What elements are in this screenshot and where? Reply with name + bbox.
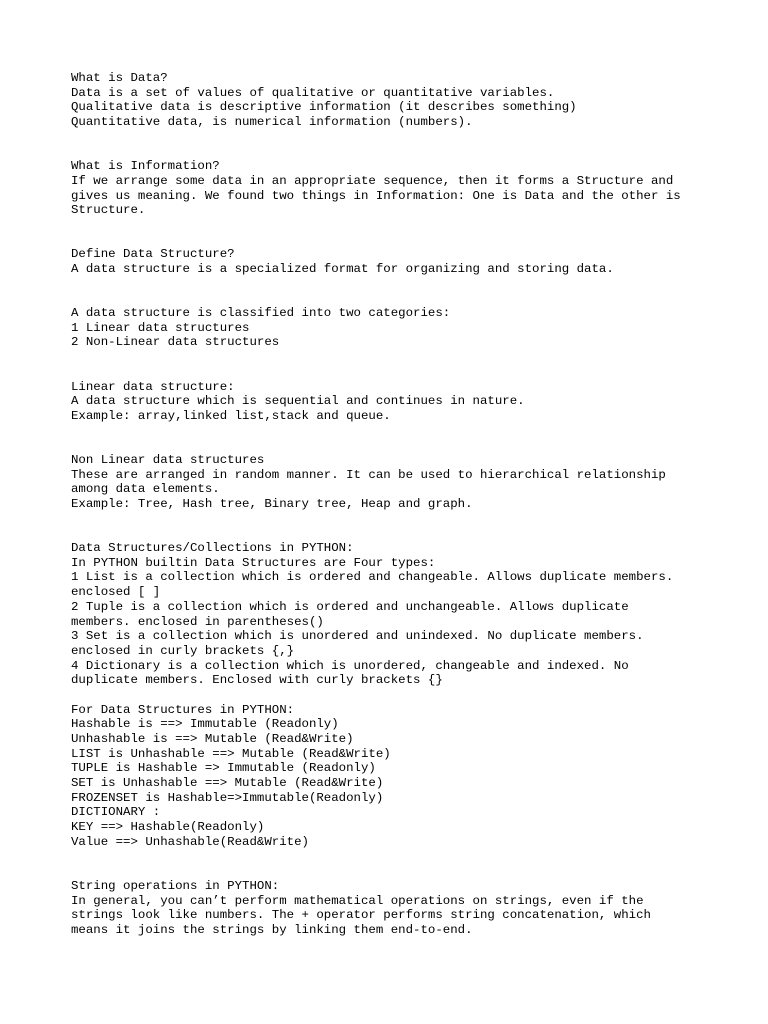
section-hashable — [71, 703, 711, 850]
text-line: TUPLE is Hashable => Immutable (Readonly) — [71, 761, 376, 776]
text-line: among data elements. — [71, 482, 220, 497]
list-item: 1 Linear data structures — [71, 320, 250, 335]
list-item: 2 Non-Linear data structures — [71, 335, 280, 350]
heading-hashable: For Data Structures in PYTHON: — [71, 702, 295, 717]
text-line: DICTIONARY : — [71, 805, 161, 820]
text-line: A data structure is a specialized format for organizing and storing data. — [71, 261, 614, 276]
section-python-collections — [71, 541, 711, 688]
section-what-is-data — [71, 71, 711, 130]
text-line: SET is Unhashable ==> Mutable (Read&Write) — [71, 776, 384, 791]
text-line: gives us meaning. We found two things in Information: One is Data and the other is — [71, 188, 681, 203]
heading-non-linear-data-structures: Non Linear data structures — [71, 452, 265, 467]
list-item: 2 Tuple is a collection which is ordered and unchangeable. Allows duplicate — [71, 599, 629, 614]
text-line: duplicate members. Enclosed with curly brackets {} — [71, 673, 443, 688]
text-line: members. enclosed in parentheses() — [71, 614, 324, 629]
text-line: means it joins the strings by linking them end-to-end. — [71, 922, 473, 937]
text-line: Example: Tree, Hash tree, Binary tree, Heap and graph. — [71, 497, 473, 512]
text-line: LIST is Unhashable ==> Mutable (Read&Write) — [71, 746, 391, 761]
text-line: enclosed in curly brackets {,} — [71, 643, 295, 658]
text-line: Quantitative data, is numerical information (numbers). — [71, 115, 473, 130]
heading-string-operations: String operations in PYTHON: — [71, 878, 280, 893]
text-line: enclosed [ ] — [71, 585, 161, 600]
text-line: Qualitative data is descriptive information (it describes something) — [71, 100, 577, 115]
heading-linear-data-structure: Linear data structure: — [71, 379, 235, 394]
section-categories — [71, 306, 711, 350]
list-item: 1 List is a collection which is ordered and changeable. Allows duplicate members. — [71, 570, 674, 585]
text-line: Example: array,linked list,stack and queue. — [71, 408, 391, 423]
list-item: 3 Set is a collection which is unordered and unindexed. No duplicate members. — [71, 629, 644, 644]
list-item: 4 Dictionary is a collection which is unordered, changeable and indexed. No — [71, 658, 629, 673]
section-what-is-information — [71, 159, 711, 218]
text-line: In PYTHON builtin Data Structures are Four types: — [71, 555, 436, 570]
document-page — [71, 71, 711, 938]
heading-what-is-information: What is Information? — [71, 159, 220, 174]
text-line: Unhashable is ==> Mutable (Read&Write) — [71, 732, 354, 747]
section-linear-data-structure — [71, 380, 711, 424]
heading-categories: A data structure is classified into two categories: — [71, 306, 451, 321]
heading-python-collections: Data Structures/Collections in PYTHON: — [71, 541, 354, 556]
heading-what-is-data: What is Data? — [71, 71, 168, 85]
text-line: Hashable is ==> Immutable (Readonly) — [71, 717, 339, 732]
heading-define-data-structure: Define Data Structure? — [71, 247, 235, 262]
section-non-linear-data-structures — [71, 453, 711, 512]
text-line: If we arrange some data in an appropriate sequence, then it forms a Structure and — [71, 173, 674, 188]
text-line: A data structure which is sequential and continues in nature. — [71, 394, 525, 409]
text-line: In general, you can’t perform mathematical operations on strings, even if the — [71, 893, 644, 908]
text-line: KEY ==> Hashable(Readonly) — [71, 820, 265, 835]
text-line: FROZENSET is Hashable=>Immutable(Readonly) — [71, 790, 384, 805]
text-line: strings look like numbers. The + operator performs string concatenation, which — [71, 908, 651, 923]
text-line: Data is a set of values of qualitative or quantitative variables. — [71, 85, 555, 100]
section-string-operations — [71, 879, 711, 938]
section-define-data-structure — [71, 247, 711, 276]
text-line: These are arranged in random manner. It can be used to hierarchical relationship — [71, 467, 666, 482]
text-line: Value ==> Unhashable(Read&Write) — [71, 834, 309, 849]
text-line: Structure. — [71, 203, 146, 218]
